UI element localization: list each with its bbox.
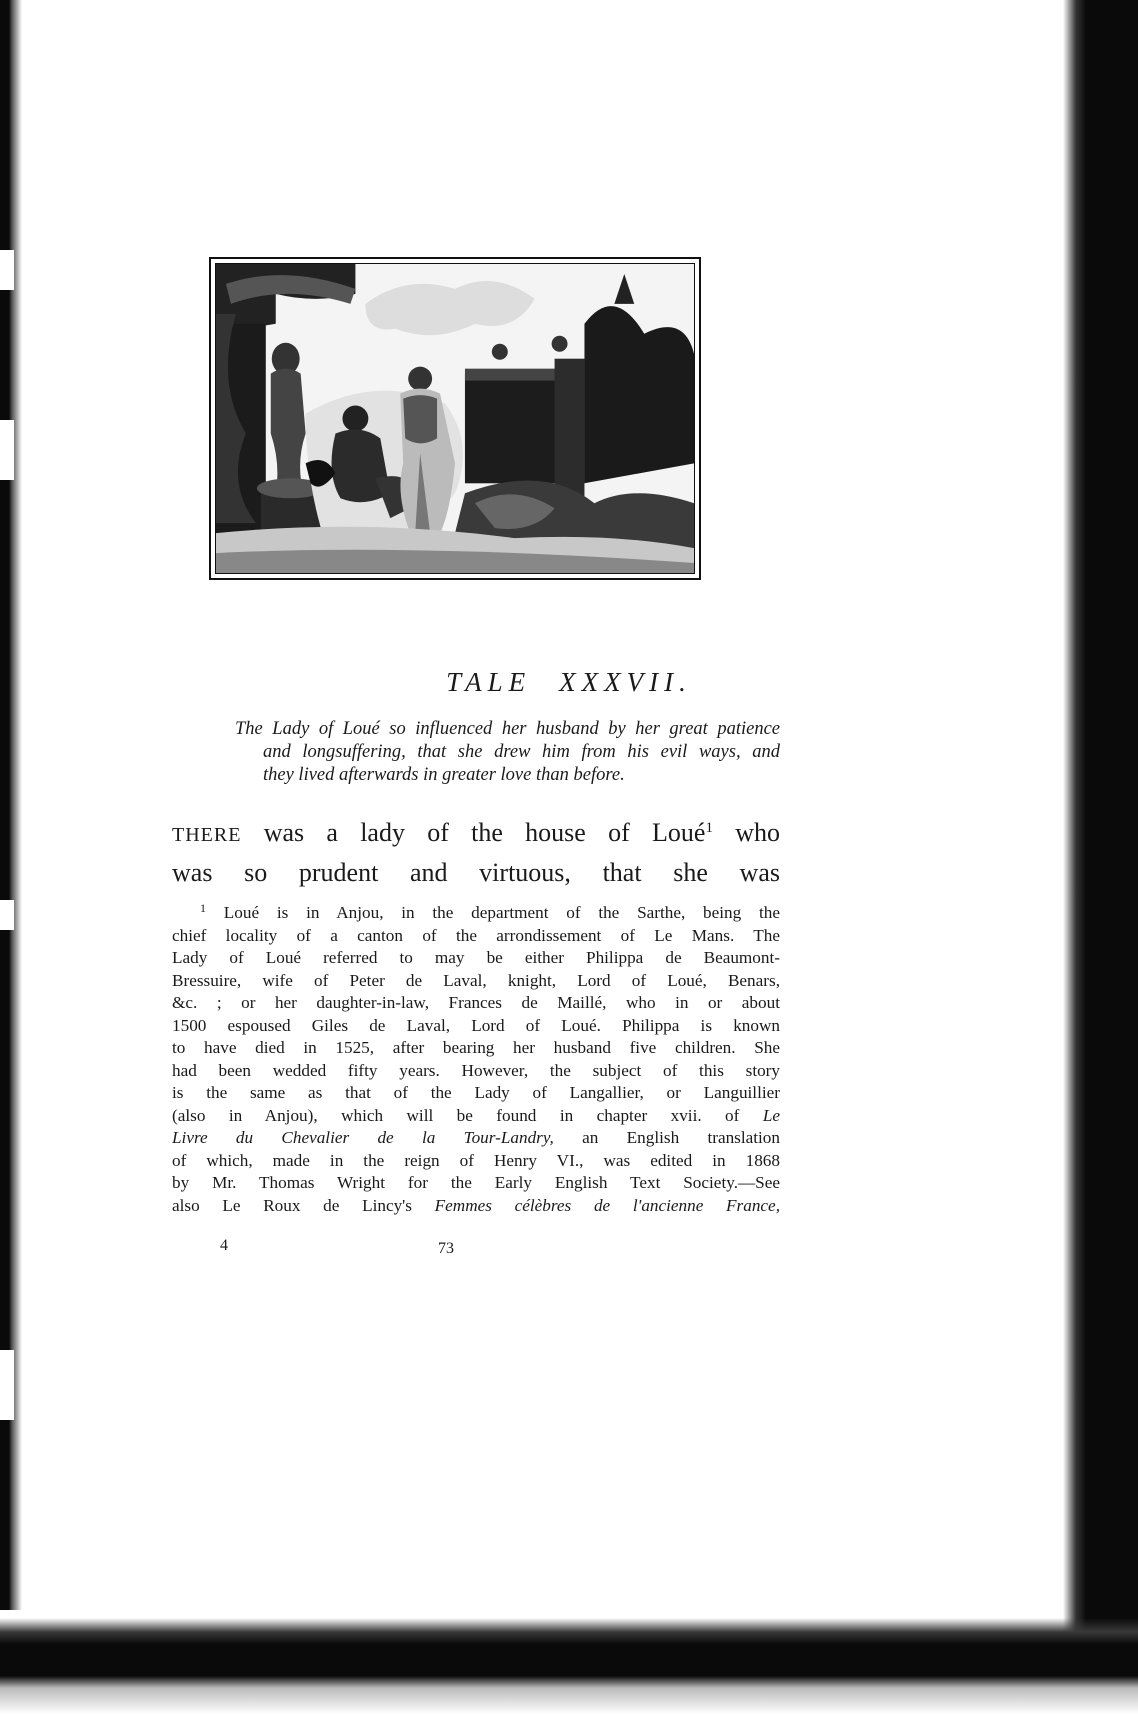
footnote-line: also Le Roux de Lincy's Femmes célèbres de l'ancienne France, [172,1195,780,1215]
signature-mark: 4 [220,1237,228,1254]
footnote-line: &c. ; or her daughter-in-law, Frances de Maillé, who in or about [172,993,780,1012]
engraving-illustration [216,264,694,573]
tale-title-word: TALE [446,667,532,697]
tale-summary [235,718,780,787]
footnote-italic-title: Le [762,1105,780,1125]
summary-line: The Lady of Loué so influenced her husband by her great patience [235,719,780,739]
footnote-line: 1500 espoused Giles de Laval, Lord of Loué. Philippa is known [172,1015,780,1035]
body-text-segment: who [712,818,780,847]
footnote-marker: 1 [200,901,206,915]
footnote [172,902,780,1217]
footnote-line: had been wedded fifty years. However, the subject of this story [172,1060,780,1080]
footnote-line: by Mr. Thomas Wright for the Early English Text Society.—See [172,1173,780,1192]
footnote-italic-title: Femmes célèbres de l'ancienne France, [434,1195,780,1215]
footnote-line: is the same as that of the Lady of Langallier, or Languillier [172,1083,780,1102]
footnote-line: Lady of Loué referred to may be either Philippa de Beaumont- [172,948,780,967]
footnote-line: to have died in 1525, after bearing her husband five children. She [172,1038,780,1057]
scan-edge-right [1063,0,1138,1660]
body-paragraph [172,814,780,892]
tale-title-number: XXXVII. [559,667,692,697]
footnote-line: chief locality of a canton of the arrondissement of Le Mans. The [172,925,780,945]
dropcap-word: THERE [172,824,242,846]
scan-edge-left [0,0,22,1610]
footnote-line: $^1$ Loué is in Anjou, in the department of the Sarthe, being the [200,901,780,922]
body-text-segment: was a lady of the house of Loué [241,818,706,847]
footnote-line: Livre du Chevalier de la Tour-Landry, an English translation [172,1128,780,1147]
footnote-line: Bressuire, wife of Peter de Laval, knight, Lord of Loué, Benars, [172,970,780,990]
footnote-line: of which, made in the reign of Henry VI., was edited in 1868 [172,1150,780,1170]
footnote-italic-title: Livre du Chevalier de la Tour-Landry, [172,1128,554,1147]
body-line [172,814,780,854]
summary-line: and longsuffering, that she drew him from his evil ways, and [263,742,780,762]
body-line: was so prudent and virtuous, that she was [172,858,780,887]
summary-line: they lived afterwards in greater love than before. [263,765,625,785]
scan-edge-bottom [0,1618,1138,1714]
engraving-plate [209,257,701,580]
page-number: 73 [438,1240,454,1257]
tale-title [0,667,1138,698]
footnote-line: (also in Anjou), which will be found in chapter xvii. of Le [172,1105,780,1125]
footnote-reference: 1 [705,820,713,836]
